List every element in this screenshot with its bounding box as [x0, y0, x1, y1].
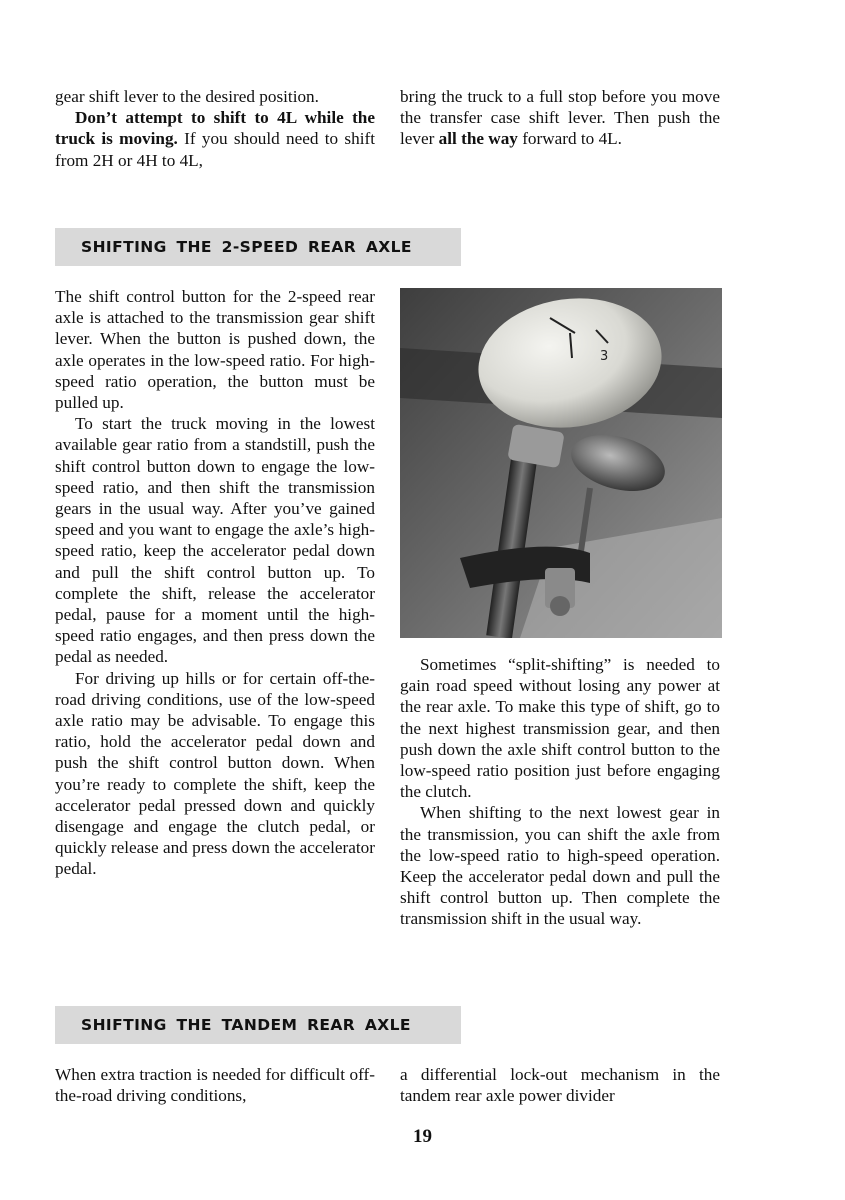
shift-knob-photo	[400, 288, 722, 638]
top-right-text-1: bring the truck to a full stop before you move the transfer case shift lever. Then push the lever	[400, 87, 720, 149]
top-left-column	[55, 86, 375, 171]
section1-right-column	[400, 654, 720, 930]
section1-paragraph-3: For driving up hills or for certain off-the-road driving conditions, use of the low-speed axle ratio may be advisable. To engage this ratio, hold the accelerator pedal down and push the shift control button down. When you’re ready to complete the shift, keep the accelerator pedal pressed down and quickly disengage and engage the clutch pedal, or quickly release and press down the accelerator pedal.	[55, 668, 375, 879]
knob-marking-3: 3	[600, 349, 609, 364]
section2-left-column	[55, 1064, 375, 1106]
section1-right-paragraph-2: When shifting to the next lowest gear in the transmission, you can shift the axle from the low-speed ratio to high-speed operation. Keep the accelerator pedal down and pull the shift control button up. Then complete the transmission shift in the usual way.	[400, 803, 720, 929]
section-heading-2-speed-text: SHIFTING THE 2-SPEED REAR AXLE	[81, 238, 412, 256]
section2-right-column	[400, 1064, 720, 1106]
top-left-bold-warning: Don’t attempt to shift to 4L while the truck is moving.	[55, 108, 375, 149]
top-left-paragraph	[55, 107, 375, 171]
top-right-paragraph	[400, 86, 720, 150]
top-right-column	[400, 86, 720, 150]
section-heading-tandem-text: SHIFTING THE TANDEM REAR AXLE	[81, 1016, 411, 1034]
section1-paragraph-2: To start the truck moving in the lowest available gear ratio from a standstill, push the shift control button down to engage the low-speed ratio, and then shift the transmission gears in the usual way. After you’ve gained speed and you want to engage the axle’s high-speed ratio, keep the accelerator pedal down and pull the shift control button up. To complete the shift, release the accelerator pedal, pause for a moment until the high-speed ratio engages, and then press down the pedal as needed.	[55, 414, 375, 667]
top-left-rest: If you should need to shift from 2H or 4H to 4L,	[55, 129, 375, 170]
section2-left-paragraph: When extra traction is needed for difficult off-the-road driving conditions,	[55, 1065, 375, 1106]
page-number: 19	[413, 1126, 432, 1147]
top-right-text-2: forward to 4L.	[517, 129, 622, 149]
section1-paragraph-1: The shift control button for the 2-speed rear axle is attached to the transmission gear shift lever. When the button is pushed down, the axle operates in the low-speed ratio. For high-speed ratio operation, the button must be pulled up.	[55, 287, 375, 413]
section1-right-paragraph-1: Sometimes “split-shifting” is needed to gain road speed without losing any power at the rear axle. To make this type of shift, go to the next highest transmission gear, and then push down the axle shift control button to the low-speed ratio position just before engaging the clutch.	[400, 655, 720, 802]
section-heading-2-speed	[55, 228, 461, 266]
section-heading-tandem	[55, 1006, 461, 1044]
section1-left-column	[55, 286, 375, 880]
top-left-line: gear shift lever to the desired position.	[55, 87, 319, 106]
top-right-bold: all the way	[438, 129, 518, 149]
section2-right-paragraph: a differential lock-out mechanism in the tandem rear axle power divider	[400, 1065, 720, 1106]
